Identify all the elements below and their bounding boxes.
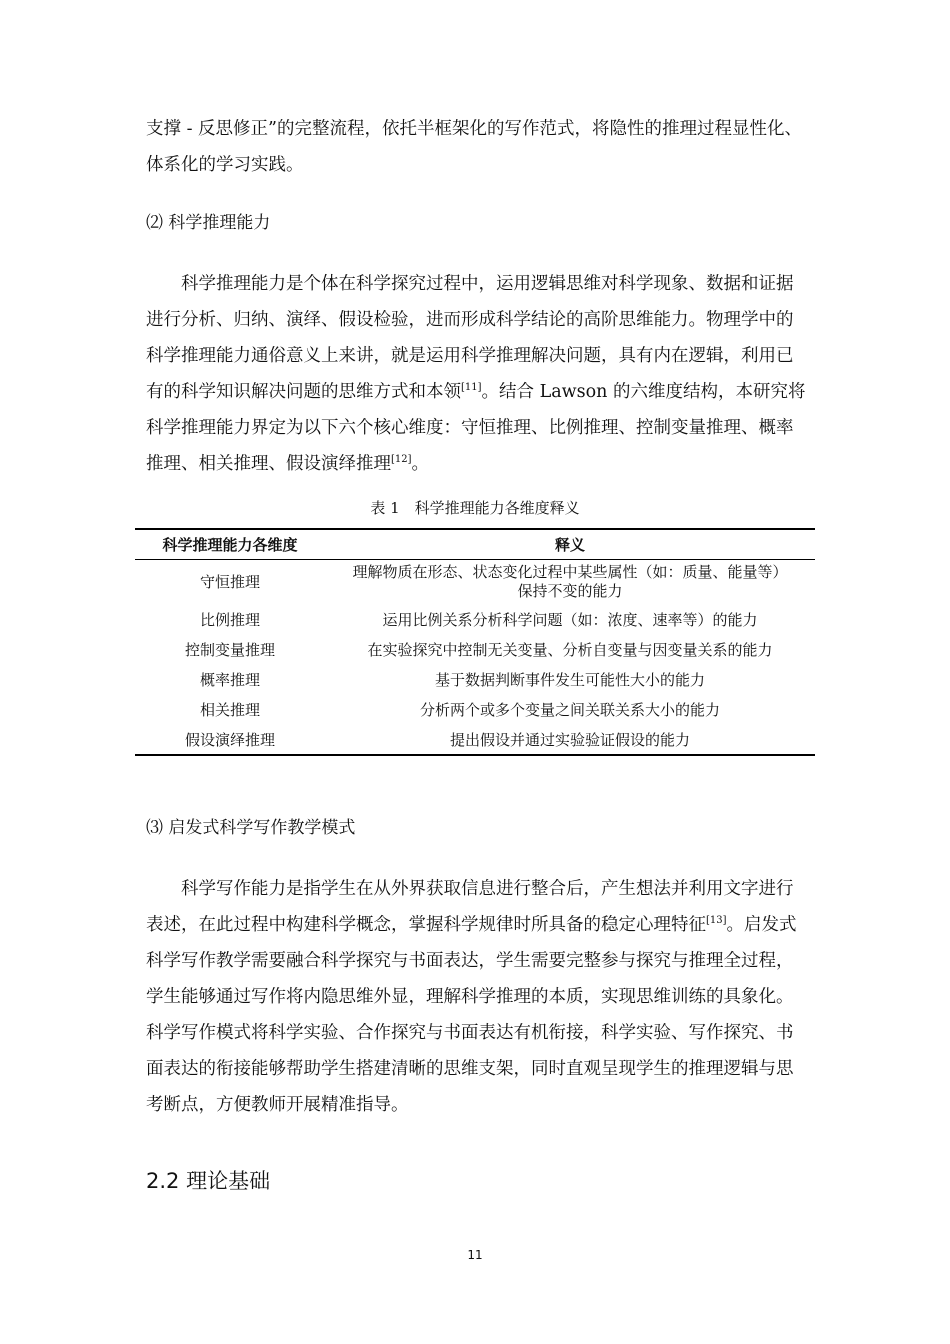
table-row — [135, 560, 815, 605]
table-cell-dimension: 比例推理 — [199, 610, 260, 629]
table-header-definition: 释义 — [554, 536, 585, 554]
table-row — [135, 664, 815, 694]
table-header-dimension: 科学推理能力各维度 — [162, 536, 298, 554]
citation-11: [11] — [461, 382, 482, 393]
table-caption: 表 1 科学推理能力各维度释义 — [370, 499, 580, 517]
citation-13: [13] — [706, 915, 727, 926]
table-cell-dimension: 假设演绎推理 — [184, 730, 275, 749]
table-cell-dimension: 相关推理 — [199, 700, 260, 719]
paragraph-continuation: 支撑 - 反思修正”的完整流程，依托半框架化的写作范式，将隐性的推理过程显性化、体系化的学习实践。 — [146, 119, 802, 175]
table-cell-definition: 提出假设并通过实验验证假设的能力 — [449, 730, 690, 749]
paragraph-heuristic-writing: 科学写作能力是指学生在从外界获取信息进行整合后，产生想法并利用文字进行表述，在此过程中构建科学概念，掌握科学规律时所具备的稳定心理特征[13]。启发式科学写作教学需要融合科学探究与书面表达，学生需要完整参与探究与推理全过程，学生能够通过写作将内隐思维外显，理解科学推理的本质，实现思维训练的具象化。科学写作模式将科学实验、合作探究与书面表达有机衔接，科学实验、写作探究、书面表达的衔接能够帮助学生搭建清晰的思维支架，同时直观呈现学生的推理逻辑与思考断点，方便教师开展精准指导。 — [146, 879, 797, 1115]
subheading-scientific-reasoning: ⑵ 科学推理能力 — [146, 213, 271, 233]
table-cell-definition: 理解物质在形态、状态变化过程中某些属性（如：质量、能量等） 保持不变的能力 — [352, 563, 788, 600]
subheading-heuristic-writing: ⑶ 启发式科学写作教学模式 — [146, 818, 356, 838]
table-cell-dimension: 守恒推理 — [199, 572, 260, 591]
table-header-row — [135, 529, 815, 560]
table-cell-definition: 在实验探究中控制无关变量、分析自变量与因变量关系的能力 — [367, 640, 773, 659]
reasoning-dimensions-table — [135, 528, 815, 756]
table-row — [135, 634, 815, 664]
table-cell-definition: 运用比例关系分析科学问题（如：浓度、速率等）的能力 — [382, 610, 758, 629]
table-cell-definition: 基于数据判断事件发生可能性大小的能力 — [434, 670, 705, 689]
table-row — [135, 694, 815, 724]
page-number: 11 — [467, 1248, 483, 1262]
paragraph-scientific-reasoning: 科学推理能力是个体在科学探究过程中，运用逻辑思维对科学现象、数据和证据进行分析、归纳、演绎、假设检验，进而形成科学结论的高阶思维能力。物理学中的科学推理能力通俗意义上来讲，就是运用科学推理解决问题，具有内在逻辑，利用已有的科学知识解决问题的思维方式和本领[11]。结合 Lawson 的六维度结构，本研究将科学推理能力界定为以下六个核心维度：守恒推理、比例推理、控制变量推理、概率推理、相关推理、假设演绎推理[12]。 — [146, 274, 806, 474]
table-cell-dimension: 控制变量推理 — [184, 640, 275, 659]
table-row — [135, 724, 815, 755]
table-cell-definition: 分析两个或多个变量之间关联关系大小的能力 — [419, 700, 720, 719]
table-row — [135, 604, 815, 634]
section-heading-theory: 2.2 理论基础 — [146, 1169, 271, 1193]
citation-12: [12] — [391, 454, 412, 465]
table-cell-dimension: 概率推理 — [199, 670, 260, 689]
